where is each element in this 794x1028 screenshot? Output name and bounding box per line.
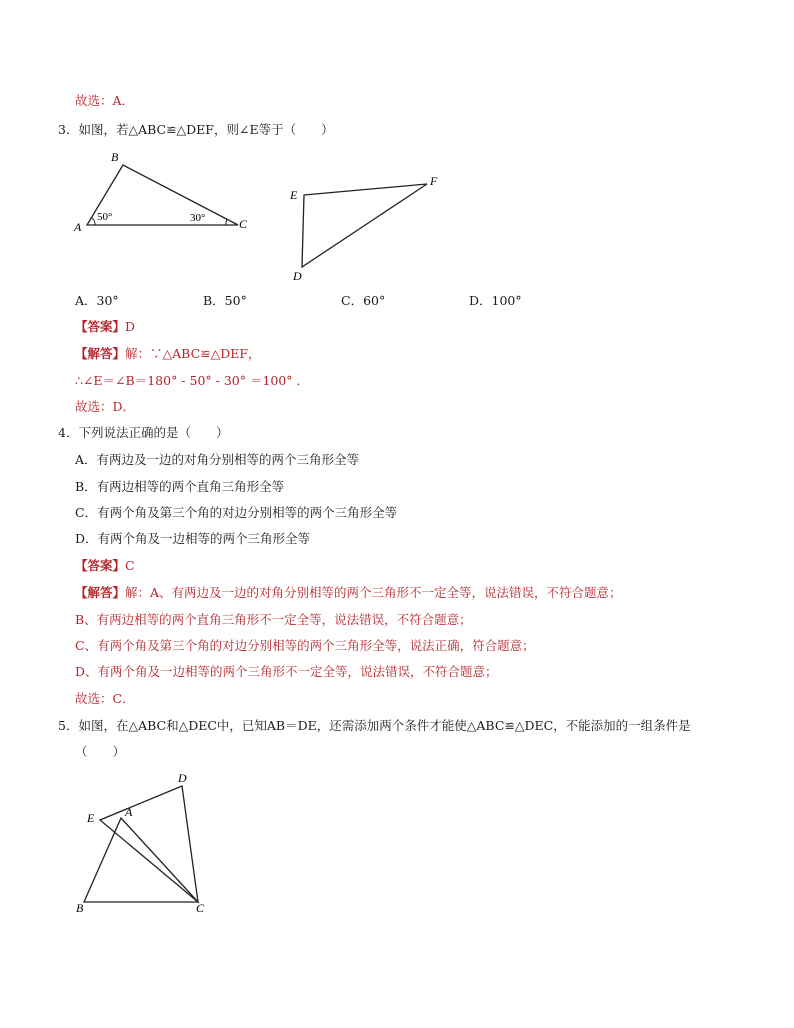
q3-option-c: C．60° [341, 293, 386, 308]
label-d: D [178, 771, 187, 785]
q5-stem: 5．如图，在△ABC和△DEC中，已知AB＝DE，还需添加两个条件才能使△ABC≌△DEC，不能添加的一组条件是 [58, 718, 691, 733]
q3-answer [75, 318, 135, 336]
answer-tag: 【答案】 [75, 558, 126, 573]
angle-a-arc [92, 218, 95, 225]
q5-stem-cont: （ ） [75, 744, 126, 759]
q3-solution-3: 故选：D． [75, 399, 136, 414]
solution-text: 解：A、有两边及一边的对角分别相等的两个三角形不一定全等，说法错误，不符合题意； [125, 585, 622, 600]
angle-c-arc [226, 219, 227, 225]
q4-answer [75, 557, 135, 575]
q3-solution-1 [75, 345, 261, 363]
q4-option-c: C．有两个角及第三个角的对边分别相等的两个三角形全等 [75, 505, 398, 520]
q4-solution-1 [75, 584, 622, 602]
q4-solution-4: D、有两个角及一边相等的两个三角形不一定全等，说法错误，不符合题意； [75, 664, 498, 679]
q3-solution-2: ∴∠E＝∠B＝180° - 50° - 30° ＝100° ． [75, 373, 310, 388]
q4-option-b: B．有两边相等的两个直角三角形全等 [75, 479, 285, 494]
label-e: E [290, 188, 298, 202]
segment-ac-inner [121, 818, 198, 902]
label-d: D [293, 269, 302, 283]
angle-a-label: 50° [97, 211, 113, 223]
q3-figure-abc [70, 145, 260, 240]
triangle-abc [84, 818, 198, 902]
q3-option-b: B．50° [203, 293, 247, 308]
label-a: A [74, 220, 82, 234]
q4-stem: 4．下列说法正确的是（ ） [58, 425, 229, 440]
label-e: E [87, 811, 95, 825]
q5-figure [72, 768, 222, 918]
label-a: A [125, 805, 133, 819]
q4-solution-3: C、有两个角及第三个角的对边分别相等的两个三角形全等，说法正确，符合题意； [75, 638, 535, 653]
triangle-def [302, 184, 427, 267]
triangle-dec [100, 786, 198, 902]
answer-value: C [125, 558, 135, 573]
angle-c-label: 30° [190, 212, 206, 224]
q4-solution-5: 故选：C． [75, 691, 135, 706]
q3-stem: 3．如图，若△ABC≌△DEF，则∠E等于（ ） [58, 122, 334, 137]
answer-value: D [125, 319, 136, 334]
q3-option-d: D．100° [469, 293, 522, 308]
label-f: F [430, 174, 438, 188]
q4-solution-2: B、有两边相等的两个直角三角形不一定全等，说法错误，不符合题意； [75, 612, 472, 627]
q4-option-d: D．有两个角及一边相等的两个三角形全等 [75, 531, 311, 546]
answer-tag: 【答案】 [75, 319, 126, 334]
label-b: B [111, 150, 119, 164]
q3-figure-def [285, 168, 445, 283]
solution-tag: 【解答】 [75, 346, 126, 361]
label-c: C [196, 901, 205, 915]
prev-conclusion: 故选：A． [75, 93, 135, 108]
solution-tag: 【解答】 [75, 585, 126, 600]
q4-option-a: A．有两边及一边的对角分别相等的两个三角形全等 [75, 452, 360, 467]
label-b: B [76, 901, 84, 915]
q3-option-a: A．30° [75, 293, 119, 308]
solution-text: 解：∵△ABC≌△DEF， [125, 346, 261, 361]
label-c: C [239, 217, 248, 231]
